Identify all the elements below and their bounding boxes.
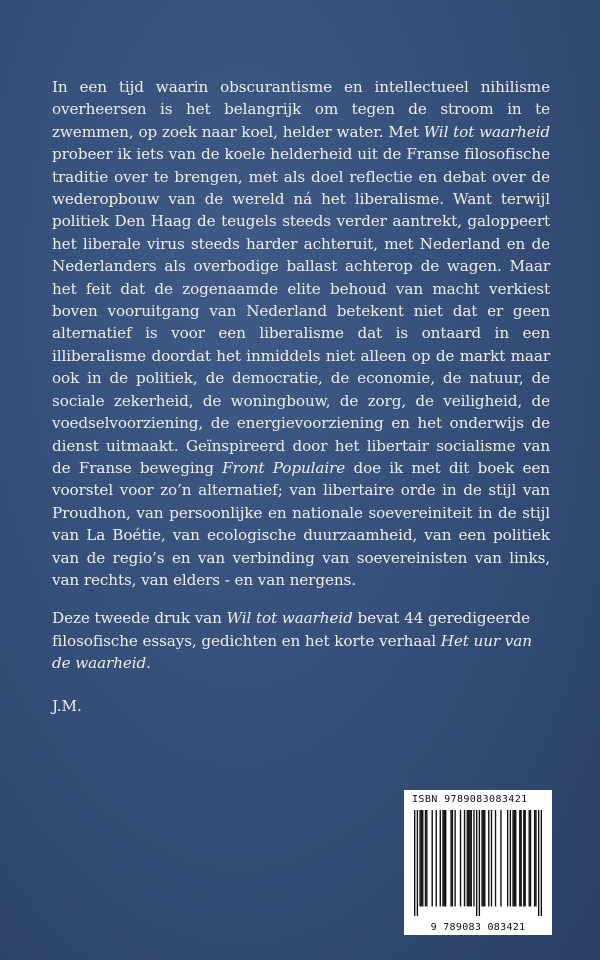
blurb-paragraph-2: Deze tweede druk van Wil tot waarheid bevat 44 geredigeerde filosofische essays, gedichten en het korte verhaal Het uur van de waarheid.	[52, 609, 532, 673]
barcode-bar	[450, 810, 451, 906]
barcode-bar	[529, 810, 530, 906]
barcode-bars	[414, 810, 542, 916]
barcode-bar	[426, 810, 427, 906]
barcode-bar	[425, 810, 426, 906]
barcode-bar	[419, 810, 420, 906]
barcode-bar	[442, 810, 443, 906]
barcode-bar	[507, 810, 508, 906]
barcode-bar	[445, 810, 446, 906]
barcode-bar	[476, 810, 477, 916]
barcode-bar	[484, 810, 485, 906]
barcode-bar	[512, 810, 513, 906]
barcode-bar	[452, 810, 453, 906]
isbn-label: ISBN 9789083083421	[412, 794, 528, 805]
barcode-bar	[541, 810, 542, 916]
barcode-bar	[421, 810, 422, 906]
barcode-digits: 9 789083 083421	[430, 922, 526, 933]
barcode-bar	[495, 810, 496, 906]
barcode-bar	[464, 810, 465, 906]
barcode-bar	[523, 810, 524, 906]
barcode-bar	[530, 810, 531, 906]
barcode-bar	[460, 810, 461, 906]
barcode-bar	[422, 810, 423, 906]
isbn-barcode	[404, 790, 552, 935]
blurb-paragraph-1: In een tijd waarin obscurantisme en intellectueel nihilisme overheersen is het belangrijk om tegen de stroom in te zwemmen, op zoek naar koel, helder water. Met Wil tot waarheid probeer ik iets van de koele helderheid uit de Franse filosofische traditie over te brengen, met als doel reflectie en debat over de wederopbouw van de wereld ná het liberalisme. Want terwijl politiek Den Haag de teugels steeds verder aantrekt, galoppeert het liberale virus steeds harder achteruit, met Nederland en de Nederlanders als overbodige ballast achterop de wagen. Maar het feit dat de zogenaamde elite behoud van macht verkiest boven vooruitgang van Nederland betekent niet dat er geen alternatief is voor een liberalisme dat is ontaard in een illiberalisme doordat het inmiddels niet alleen op de markt maar ook in de politiek, de democratie, de economie, de natuur, de sociale zekerheid, de woningbouw, de zorg, de veiligheid, de voedselvoorziening, de energievoorziening en het onderwijs de dienst uitmaakt. Geïnspireerd door het libertair socialisme van de Franse beweging Front Populaire doe ik met dit boek een voorstel voor zo’n alternatief; van libertaire orde in de stijl van Proudhon, van persoonlijke en nationale soevereiniteit in de stijl van La Boétie, van ecologische duurzaamheid, van een politiek van de regio’s en van verbinding van soevereinisten van links, van rechts, van elders - en van nergens.	[52, 78, 550, 589]
author-initials: J.M.	[52, 696, 82, 715]
barcode-bar	[510, 810, 511, 906]
barcode-bar	[520, 810, 521, 906]
barcode-bar	[500, 810, 501, 906]
barcode-bar	[473, 810, 474, 906]
barcode-bar	[488, 810, 489, 906]
barcode-bar	[414, 810, 415, 916]
barcode-bar	[467, 810, 468, 906]
barcode-bar	[481, 810, 482, 906]
barcode-bar	[436, 810, 437, 906]
barcode-bar	[491, 810, 492, 906]
barcode-bar	[417, 810, 418, 916]
barcode-bar	[519, 810, 520, 906]
barcode-bar	[444, 810, 445, 906]
barcode-bar	[479, 810, 480, 916]
barcode-bar	[534, 810, 535, 906]
barcode-bar	[514, 810, 515, 906]
barcode-bar	[515, 810, 516, 906]
barcode-bar	[440, 810, 441, 906]
italic-title: Front Populaire	[222, 458, 346, 477]
barcode-bar	[535, 810, 536, 906]
barcode-bar	[538, 810, 539, 916]
barcode-bar	[469, 810, 470, 906]
barcode-bar	[468, 810, 469, 906]
italic-title: Wil tot waarheid	[226, 609, 353, 628]
blurb-text	[52, 76, 550, 717]
barcode-bar	[471, 810, 472, 906]
italic-title: Wil tot waarheid	[423, 122, 550, 141]
barcode-bar	[454, 810, 455, 906]
barcode-bar	[524, 810, 525, 906]
barcode-bar	[483, 810, 484, 906]
italic-title: Het uur van de waarheid	[52, 631, 532, 673]
barcode-bar	[432, 810, 433, 906]
